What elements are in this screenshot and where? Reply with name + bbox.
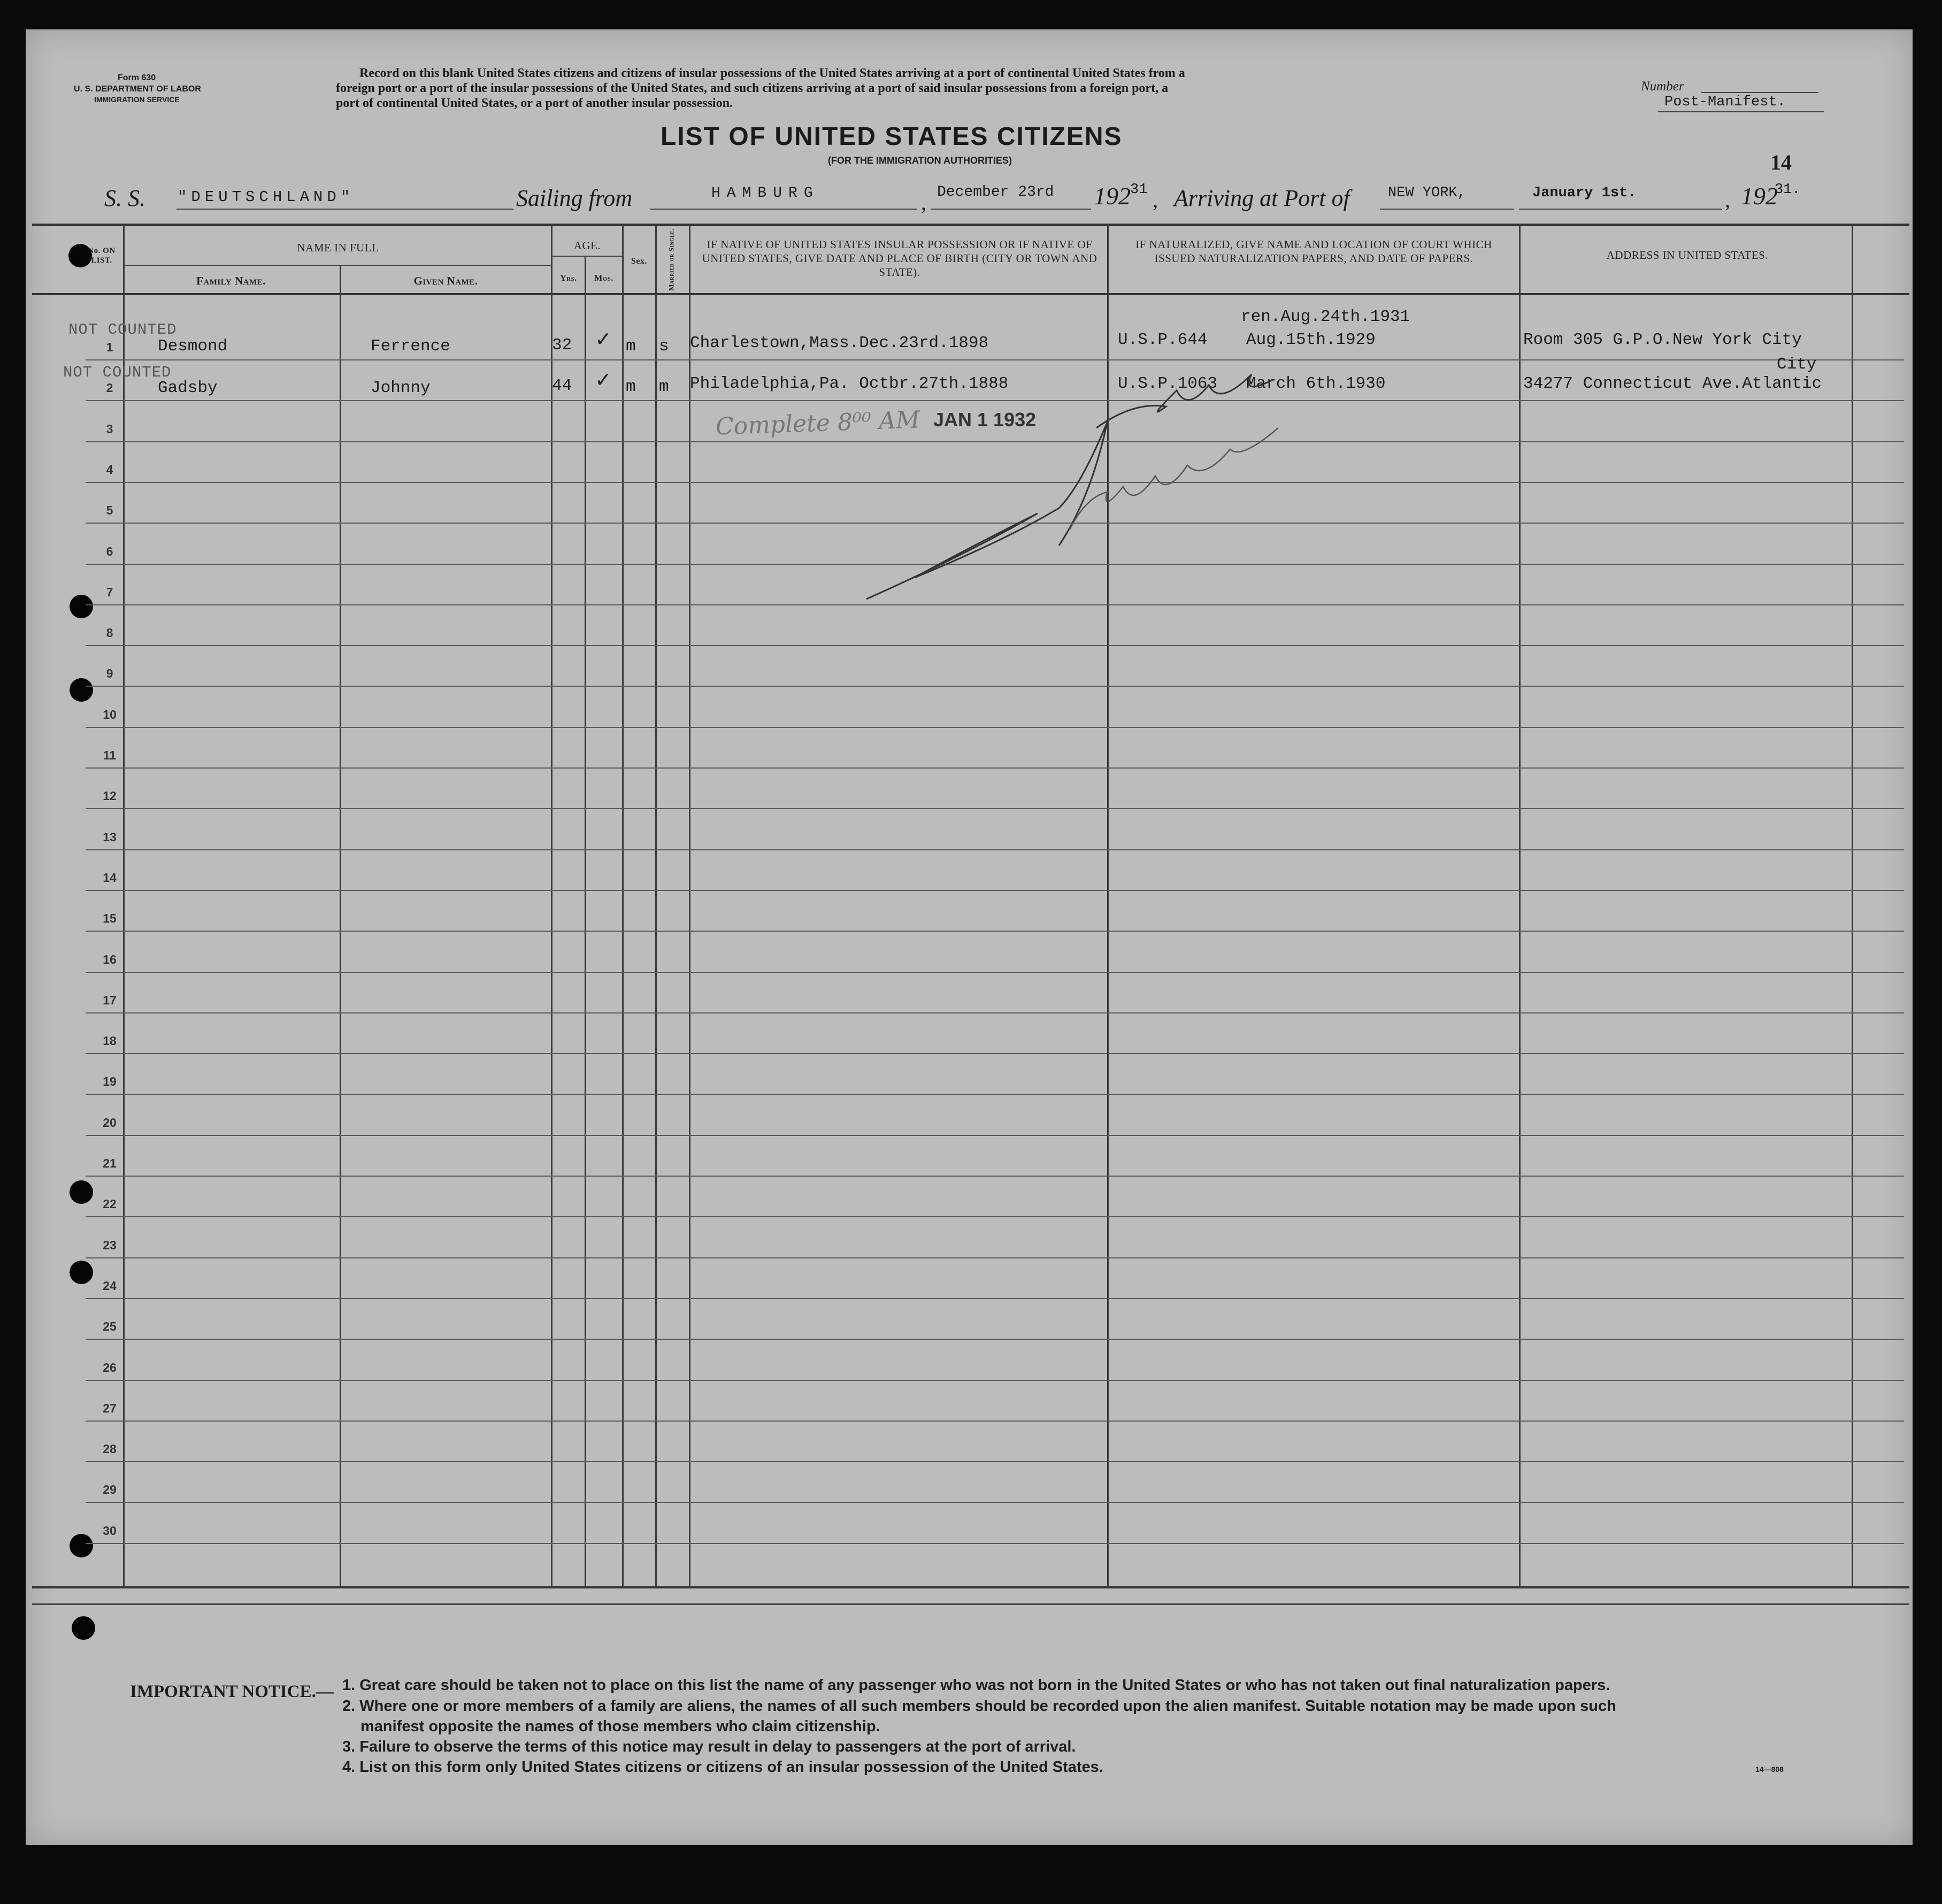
date-stamp: JAN 1 1932 — [933, 409, 1037, 431]
punch-hole — [72, 1616, 95, 1640]
table-bottom-rule-2 — [32, 1603, 1909, 1605]
ship-name: "DEUTSCHLAND" — [178, 188, 355, 206]
port-to: NEW YORK, — [1388, 185, 1466, 201]
column-divider — [622, 225, 624, 1587]
column-divider — [1519, 225, 1521, 1587]
page-subtitle: (FOR THE IMMIGRATION AUTHORITIES) — [828, 155, 1012, 166]
entry-given-name: Johnny — [371, 379, 431, 397]
notice-item-3: 3. Failure to observe the terms of this notice may result in delay to passengers at the port of arrival. — [342, 1738, 1076, 1755]
row-line — [86, 1421, 1904, 1422]
entry-age-years: 32 — [552, 336, 572, 355]
comma: , — [1725, 188, 1730, 212]
instruction-line: Record on this blank United States citizens and citizens of insular possessions of the United States arriving at a port of continental United States from a — [359, 66, 1185, 80]
row-number: 14 — [103, 871, 117, 885]
age-split-rule — [551, 256, 623, 257]
header-married: Married or Single. — [667, 228, 676, 291]
row-number: 8 — [106, 626, 113, 640]
row-line — [86, 645, 1904, 646]
row-line — [86, 1339, 1904, 1340]
sail-date-line — [931, 209, 1091, 210]
row-number: 26 — [103, 1361, 117, 1375]
row-number: 16 — [103, 953, 117, 966]
row-line — [86, 1380, 1904, 1381]
entry-renewal-note: ren.Aug.24th.1931 — [1241, 308, 1410, 326]
number-line-2 — [1658, 111, 1824, 112]
notice-item-1: 1. Great care should be taken not to place on this list the name of any passenger who was not born in the United States or who has not taken out final naturalization papers. — [342, 1677, 1610, 1694]
department-label: U. S. DEPARTMENT OF LABOR — [74, 85, 201, 94]
row-number: 29 — [103, 1483, 117, 1496]
arrival-year-suffix: 31. — [1775, 182, 1801, 198]
entry-sex: m — [626, 337, 636, 356]
column-divider — [1852, 225, 1853, 1587]
entry-family-name: Desmond — [158, 337, 228, 356]
entry-address-city: City — [1777, 355, 1817, 374]
complete-note: Complete 8⁰⁰ AM — [715, 406, 920, 441]
row-number: 6 — [106, 544, 113, 558]
row-line — [86, 1502, 1904, 1503]
entry-court: U.S.P.1063 — [1118, 374, 1218, 393]
row-number: 5 — [106, 503, 113, 517]
notice-item-2b: manifest opposite the names of those members who claim citizenship. — [360, 1718, 880, 1735]
column-divider — [551, 225, 552, 1587]
column-divider — [689, 225, 690, 1587]
page-title: LIST OF UNITED STATES CITIZENS — [661, 122, 1123, 151]
manifest-sheet — [26, 29, 1913, 1845]
entry-marital: s — [659, 337, 669, 356]
row-line — [86, 1257, 1904, 1258]
sail-year-prefix: 192 — [1094, 182, 1131, 210]
name-split-rule — [124, 265, 552, 266]
row-number: 21 — [103, 1156, 117, 1170]
punch-hole — [70, 678, 93, 702]
header-birth: IF NATIVE OF UNITED STATES INSULAR POSSESSION OR IF NATIVE OF UNITED STATES, GIVE DATE AND PLACE OF BIRTH (CITY OR TOWN AND STATE). — [702, 238, 1097, 279]
row-line — [86, 1298, 1904, 1299]
notice-heading: IMPORTANT NOTICE.— — [130, 1682, 334, 1701]
header-yrs: Yrs. — [560, 274, 577, 283]
port-from: HAMBURG — [711, 185, 819, 202]
header-age: AGE. — [573, 239, 601, 252]
entry-papers-date: Aug.15th.1929 — [1246, 331, 1376, 349]
header-name-in-full: NAME IN FULL — [297, 241, 379, 254]
row-number: 23 — [103, 1238, 117, 1252]
row-line — [86, 1094, 1904, 1095]
sail-date: December 23rd — [937, 184, 1054, 201]
not-counted-stamp: NOT COUNTED — [68, 321, 177, 339]
table-header-bottom-rule — [32, 293, 1909, 295]
entry-age-years: 44 — [552, 377, 572, 395]
column-divider — [340, 265, 341, 1587]
ss-label: S. S. — [104, 185, 145, 211]
arrival-date-line — [1519, 209, 1722, 210]
entry-family-name: Gadsby — [158, 379, 218, 397]
row-line — [86, 686, 1904, 687]
ship-line — [176, 209, 513, 210]
row-line — [86, 1461, 1904, 1462]
row-number: 12 — [103, 789, 117, 803]
instruction-line: port of continental United States, or a port of another insular possession. — [336, 96, 733, 110]
number-line — [1701, 92, 1818, 93]
row-number: 25 — [103, 1319, 117, 1333]
sail-year-suffix: 31 — [1130, 182, 1148, 198]
row-number: 28 — [103, 1442, 117, 1456]
row-line — [86, 1216, 1904, 1217]
row-line — [86, 849, 1904, 850]
row-number: 27 — [103, 1401, 117, 1415]
row-number: 4 — [106, 463, 113, 477]
form-code: 14—808 — [1755, 1765, 1784, 1774]
entry-birth: Philadelphia,Pa. Octbr.27th.1888 — [690, 374, 1009, 393]
number-label: Number — [1641, 79, 1684, 94]
row-number: 10 — [103, 708, 117, 721]
table-bottom-rule — [32, 1586, 1909, 1588]
column-divider — [585, 256, 586, 1587]
entry-sex: m — [626, 378, 636, 396]
row-number: 15 — [103, 911, 117, 925]
row-line — [86, 604, 1904, 605]
not-counted-stamp: NOT COUNTED — [63, 364, 172, 381]
entry-marital: m — [659, 378, 669, 396]
entry-given-name: Ferrence — [371, 337, 450, 356]
row-number: 17 — [103, 993, 117, 1007]
row-number: 30 — [103, 1524, 117, 1538]
instruction-line: foreign port or a port of the insular possessions of the United States, and such citizens arriving at a port of said insular possessions from a foreign port, a — [336, 81, 1169, 95]
row-line — [86, 1543, 1904, 1544]
row-line — [86, 808, 1904, 809]
header-naturalized: IF NATURALIZED, GIVE NAME AND LOCATION OF COURT WHICH ISSUED NATURALIZATION PAPERS, AND DATE OF PAPERS. — [1135, 238, 1492, 265]
arrival-year-prefix: 192 — [1741, 182, 1778, 210]
row-number: 24 — [103, 1279, 117, 1293]
row-line — [86, 890, 1904, 891]
entry-birth: Charlestown,Mass.Dec.23rd.1898 — [690, 334, 989, 352]
row-line — [86, 767, 1904, 769]
header-family-name: Family Name. — [196, 274, 266, 287]
header-mos: Mos. — [594, 274, 613, 283]
row-line — [86, 1053, 1904, 1054]
arriving-label: Arriving at Port of — [1174, 185, 1350, 211]
port-from-line — [650, 209, 917, 210]
inspector-signature — [856, 353, 1294, 604]
row-number: 7 — [106, 585, 113, 599]
notice-item-2: 2. Where one or more members of a family are aliens, the names of all such members should be recorded upon the alien manifest. Suitable notation may be made upon such — [342, 1698, 1616, 1715]
column-divider — [655, 225, 657, 1587]
header-address: ADDRESS IN UNITED STATES. — [1606, 249, 1769, 262]
entry-papers-date: March 6th.1930 — [1246, 374, 1386, 393]
row-number: 22 — [103, 1197, 117, 1211]
entry-age-months: ✓ — [595, 368, 612, 391]
sailing-label: Sailing from — [516, 185, 633, 211]
row-line — [86, 931, 1904, 932]
row-number: 18 — [103, 1034, 117, 1048]
row-line — [86, 972, 1904, 973]
comma: , — [921, 190, 926, 214]
page-number: 14 — [1770, 150, 1792, 174]
row-number: 1 — [106, 340, 113, 354]
row-line — [86, 727, 1904, 728]
header-no: No. ON LIST. — [88, 247, 116, 265]
entry-age-months: ✓ — [595, 327, 612, 351]
row-number: 9 — [106, 666, 113, 680]
header-sex: Sex. — [631, 257, 647, 266]
arrival-date: January 1st. — [1532, 185, 1637, 201]
row-line — [86, 1176, 1904, 1177]
port-to-line — [1380, 209, 1514, 210]
notice-item-4: 4. List on this form only United States citizens or citizens of an insular possession of the United States. — [342, 1759, 1103, 1776]
number-value: Post-Manifest. — [1664, 94, 1786, 110]
entry-address: 34277 Connecticut Ave.Atlantic — [1523, 374, 1822, 393]
row-number: 3 — [106, 422, 113, 436]
comma: , — [1153, 188, 1158, 212]
entry-court: U.S.P.644 — [1118, 331, 1208, 349]
header-given-name: Given Name. — [413, 274, 478, 287]
service-label: IMMIGRATION SERVICE — [94, 95, 180, 104]
row-number: 11 — [103, 748, 117, 762]
form-number: Form 630 — [118, 73, 156, 82]
row-line — [86, 1135, 1904, 1136]
row-number: 19 — [103, 1074, 117, 1088]
row-line — [86, 1012, 1904, 1014]
entry-address: Room 305 G.P.O.New York City — [1523, 331, 1802, 349]
table-top-rule — [32, 224, 1909, 226]
row-number: 2 — [106, 381, 113, 395]
row-number: 13 — [103, 830, 117, 844]
row-number: 20 — [103, 1116, 117, 1130]
